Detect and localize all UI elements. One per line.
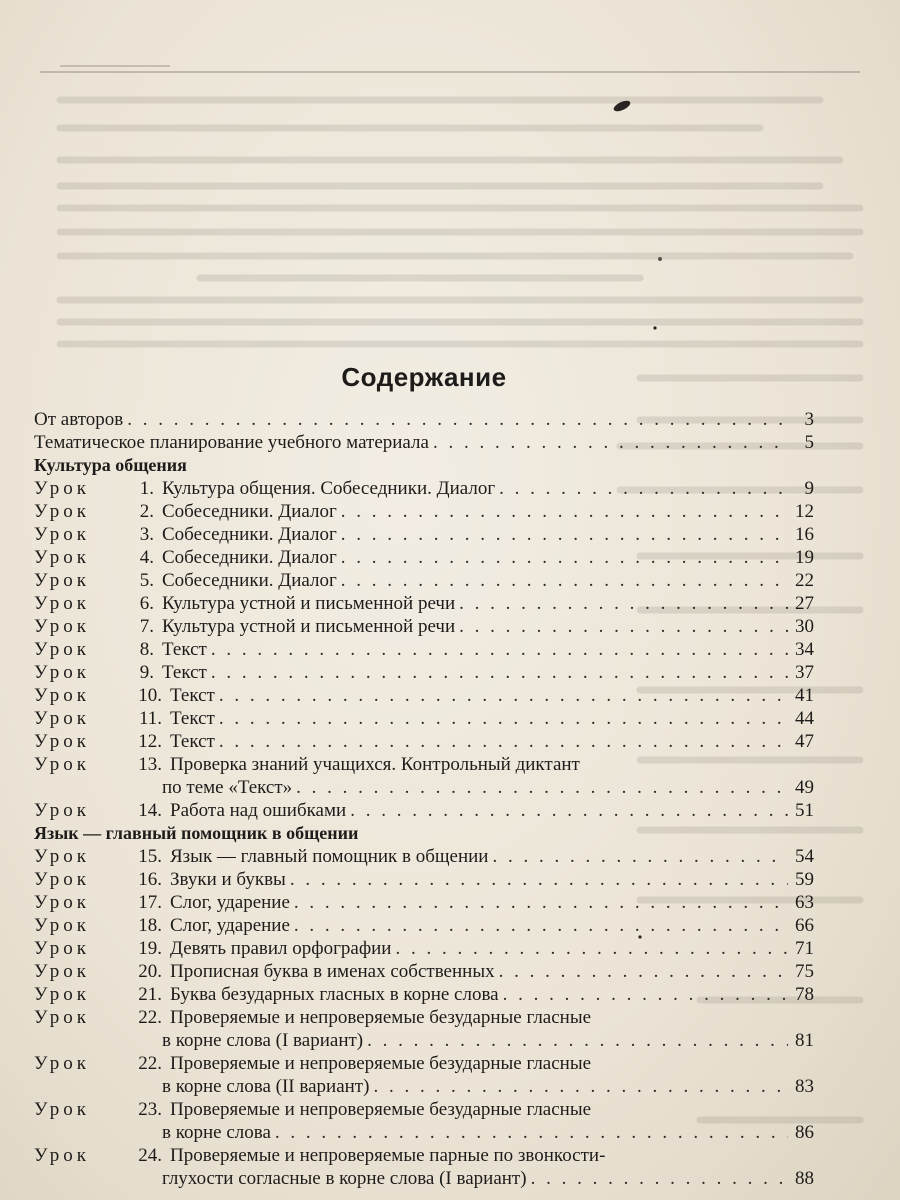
toc-lesson-entry xyxy=(34,1098,814,1144)
toc-lesson-entry xyxy=(34,799,814,822)
lesson-label: Урок xyxy=(34,731,91,752)
toc-entry-line xyxy=(34,661,814,684)
toc-lesson-entry xyxy=(34,730,814,753)
toc-entry-continuation xyxy=(34,1075,814,1098)
toc-entry-page: 49 xyxy=(795,777,814,798)
toc-lesson-entry xyxy=(34,1006,814,1052)
toc-entry-page: 86 xyxy=(795,1122,814,1143)
lesson-label: Урок xyxy=(34,547,91,568)
toc-entry-title: Текст xyxy=(170,731,215,752)
lesson-number: 15. xyxy=(138,846,162,867)
lesson-label: Урок xyxy=(34,501,91,522)
toc-entry-title: Собеседники. Диалог xyxy=(162,524,337,545)
toc-lesson-entry xyxy=(34,914,814,937)
lesson-label: Урок xyxy=(34,1007,91,1028)
toc-entry-page: 5 xyxy=(804,432,814,453)
lesson-label: Урок xyxy=(34,754,91,775)
toc-lesson-entry xyxy=(34,638,814,661)
toc-lesson-entry xyxy=(34,868,814,891)
lesson-number: 16. xyxy=(138,869,162,890)
dot-leader xyxy=(290,868,788,891)
dot-leader xyxy=(373,1075,788,1098)
lesson-number: 9. xyxy=(139,662,154,683)
toc-entry-title: Собеседники. Диалог xyxy=(162,570,337,591)
toc-entry-page: 71 xyxy=(795,938,814,959)
toc-entry-line xyxy=(34,868,814,891)
page-title: Содержание xyxy=(341,362,507,392)
toc-lesson-entry xyxy=(34,937,814,960)
dot-leader xyxy=(531,1167,788,1190)
table-of-contents xyxy=(34,360,814,1190)
lesson-number: 17. xyxy=(138,892,162,913)
toc-lesson-entry xyxy=(34,983,814,1006)
lesson-number: 12. xyxy=(138,731,162,752)
section-heading: Культура общения xyxy=(34,455,187,475)
toc-entry-line xyxy=(34,477,814,500)
toc-entry-line xyxy=(34,983,814,1006)
toc-entry-title: в корне слова (I вариант) xyxy=(162,1030,364,1051)
toc-entry-title: Проверяемые и непроверяемые безударные гласные xyxy=(170,1007,592,1028)
toc-entry-page: 78 xyxy=(795,984,814,1005)
dot-leader xyxy=(499,477,788,500)
toc-entry-page: 37 xyxy=(795,662,814,683)
toc-entry-line xyxy=(34,615,814,638)
toc-entry-title: по теме «Текст» xyxy=(162,777,293,798)
toc-entry-continuation xyxy=(34,1121,814,1144)
toc-lesson-entry xyxy=(34,592,814,615)
toc-entry-line xyxy=(34,1052,814,1075)
toc-entry-page: 83 xyxy=(795,1076,814,1097)
dot-leader xyxy=(219,684,788,707)
toc-entry-line xyxy=(34,546,814,569)
toc-entry-page: 47 xyxy=(795,731,814,752)
dot-leader xyxy=(275,1121,788,1144)
toc-lesson-entry xyxy=(34,500,814,523)
toc-entry-line xyxy=(34,960,814,983)
toc-entry-title: Текст xyxy=(162,662,207,683)
dot-leader xyxy=(296,776,788,799)
lesson-label: Урок xyxy=(34,662,91,683)
toc-entry-line xyxy=(34,1144,814,1167)
toc-entry-continuation xyxy=(34,1029,814,1052)
lesson-number: 10. xyxy=(138,685,162,706)
toc-entry-continuation xyxy=(34,1167,814,1190)
toc-entry-line xyxy=(34,1098,814,1121)
lesson-label: Урок xyxy=(34,869,91,890)
toc-lesson-entry xyxy=(34,891,814,914)
toc-entry-page: 44 xyxy=(795,708,814,729)
toc-entry-page: 66 xyxy=(795,915,814,936)
toc-entry-page: 75 xyxy=(795,961,814,982)
toc-entry-line xyxy=(34,684,814,707)
toc-entry-title: Культура устной и письменной речи xyxy=(162,616,456,637)
lesson-label: Урок xyxy=(34,478,91,499)
toc-entry-page: 51 xyxy=(795,800,814,821)
toc-entry-line xyxy=(34,914,814,937)
lesson-number: 22. xyxy=(138,1007,162,1028)
toc-entry-line xyxy=(34,707,814,730)
toc-lesson-entry xyxy=(34,845,814,868)
toc-entry-page: 30 xyxy=(795,616,814,637)
toc-entry-continuation xyxy=(34,776,814,799)
lesson-number: 3. xyxy=(139,524,154,545)
lesson-number: 23. xyxy=(138,1099,162,1120)
dot-leader xyxy=(294,914,788,937)
toc-entry-title: в корне слова xyxy=(162,1122,271,1143)
toc-entry-line xyxy=(34,937,814,960)
lesson-number: 14. xyxy=(138,800,162,821)
lesson-label: Урок xyxy=(34,961,91,982)
toc-entry-line xyxy=(34,799,814,822)
lesson-label: Урок xyxy=(34,524,91,545)
toc-entry-title: Проверяемые и непроверяемые парные по звонкости- xyxy=(170,1145,606,1166)
lesson-label: Урок xyxy=(34,639,91,660)
dot-leader xyxy=(219,707,788,730)
toc-entry-title: Текст xyxy=(162,639,207,660)
toc-entry-line xyxy=(34,891,814,914)
dot-leader xyxy=(127,408,788,431)
toc-entry-title: От авторов xyxy=(34,409,124,430)
lesson-label: Урок xyxy=(34,800,91,821)
lesson-label: Урок xyxy=(34,1053,91,1074)
toc-entry-title: глухости согласные в корне слова (I вариант) xyxy=(162,1168,527,1189)
toc-entry-line xyxy=(34,1006,814,1029)
lesson-label: Урок xyxy=(34,892,91,913)
toc-lesson-entry xyxy=(34,1144,814,1190)
dot-leader xyxy=(219,730,788,753)
lesson-number: 18. xyxy=(138,915,162,936)
toc-entry-page: 34 xyxy=(795,639,814,660)
toc-entry-line xyxy=(34,638,814,661)
dot-leader xyxy=(294,891,788,914)
toc-entry-page: 88 xyxy=(795,1168,814,1189)
dot-leader xyxy=(492,845,788,868)
toc-lesson-entry xyxy=(34,707,814,730)
toc-entry-title: Текст xyxy=(170,685,215,706)
toc-entry-page: 27 xyxy=(795,593,814,614)
lesson-number: 24. xyxy=(138,1145,162,1166)
toc-entry-line xyxy=(34,592,814,615)
toc-lesson-entry xyxy=(34,960,814,983)
toc-entry-title: Язык — главный помощник в общении xyxy=(170,846,489,867)
toc-intro-entry xyxy=(34,431,814,454)
lesson-label: Урок xyxy=(34,846,91,867)
toc-entry-title: Текст xyxy=(170,708,215,729)
lesson-number: 8. xyxy=(139,639,154,660)
toc-lesson-entry xyxy=(34,753,814,799)
lesson-label: Урок xyxy=(34,570,91,591)
lesson-number: 20. xyxy=(138,961,162,982)
lesson-label: Урок xyxy=(34,685,91,706)
dot-leader xyxy=(341,546,788,569)
toc-entry-title: Слог, ударение xyxy=(170,892,290,913)
toc-entry-line xyxy=(34,523,814,546)
lesson-label: Урок xyxy=(34,708,91,729)
dot-leader xyxy=(341,523,788,546)
dot-leader xyxy=(459,592,788,615)
toc-intro-entry xyxy=(34,408,814,431)
toc-entry-page: 59 xyxy=(795,869,814,890)
lesson-number: 11. xyxy=(138,708,162,729)
toc-entry-title: в корне слова (II вариант) xyxy=(162,1076,370,1097)
toc-entry-title: Слог, ударение xyxy=(170,915,290,936)
toc-entry-title: Прописная буква в именах собственных xyxy=(170,961,495,982)
lesson-label: Урок xyxy=(34,593,91,614)
lesson-label: Урок xyxy=(34,1145,91,1166)
toc-lesson-entry xyxy=(34,477,814,500)
dot-leader xyxy=(395,937,788,960)
toc-entry-page: 12 xyxy=(795,501,814,522)
lesson-number: 22. xyxy=(138,1053,162,1074)
dot-leader xyxy=(341,500,788,523)
dot-leader xyxy=(350,799,788,822)
dot-leader xyxy=(459,615,788,638)
lesson-number: 4. xyxy=(139,547,154,568)
lesson-number: 2. xyxy=(139,501,154,522)
toc-lesson-entry xyxy=(34,615,814,638)
toc-entry-title: Звуки и буквы xyxy=(170,869,286,890)
toc-entry-page: 81 xyxy=(795,1030,814,1051)
dot-leader xyxy=(341,569,788,592)
toc-entry-line xyxy=(34,500,814,523)
toc-entry-title: Культура общения. Собеседники. Диалог xyxy=(162,478,496,499)
toc-entry-page: 3 xyxy=(804,409,814,430)
toc-entry-page: 22 xyxy=(795,570,814,591)
toc-entry-page: 19 xyxy=(795,547,814,568)
lesson-number: 13. xyxy=(138,754,162,775)
toc-entry-title: Собеседники. Диалог xyxy=(162,501,337,522)
lesson-label: Урок xyxy=(34,938,91,959)
toc-entry-title: Проверяемые и непроверяемые безударные гласные xyxy=(170,1053,592,1074)
toc-entry-title: Собеседники. Диалог xyxy=(162,547,337,568)
toc-entry-line xyxy=(34,753,814,776)
lesson-number: 19. xyxy=(138,938,162,959)
lesson-number: 21. xyxy=(138,984,162,1005)
toc-lesson-entry xyxy=(34,661,814,684)
toc-lesson-entry xyxy=(34,546,814,569)
lesson-label: Урок xyxy=(34,984,91,1005)
toc-lesson-entry xyxy=(34,569,814,592)
lesson-number: 7. xyxy=(139,616,154,637)
lesson-number: 1. xyxy=(139,478,154,499)
toc-lesson-entry xyxy=(34,1052,814,1098)
toc-entry-title: Проверяемые и непроверяемые безударные гласные xyxy=(170,1099,592,1120)
dot-leader xyxy=(367,1029,788,1052)
dot-leader xyxy=(211,661,788,684)
toc-entry-line xyxy=(34,730,814,753)
lesson-label: Урок xyxy=(34,616,91,637)
toc-entry-line xyxy=(34,569,814,592)
toc-entry-page: 54 xyxy=(795,846,814,867)
toc-entry-line xyxy=(34,845,814,868)
toc-lesson-entry xyxy=(34,523,814,546)
lesson-label: Урок xyxy=(34,915,91,936)
toc-entry-title: Девять правил орфографии xyxy=(170,938,392,959)
toc-entry-page: 63 xyxy=(795,892,814,913)
toc-lesson-entry xyxy=(34,684,814,707)
toc-entry-page: 9 xyxy=(804,478,814,499)
toc-entry-title: Буква безударных гласных в корне слова xyxy=(170,984,499,1005)
toc-entry-page: 41 xyxy=(795,685,814,706)
section-heading: Язык — главный помощник в общении xyxy=(34,823,359,843)
dot-leader xyxy=(211,638,788,661)
lesson-number: 6. xyxy=(139,593,154,614)
dot-leader xyxy=(499,960,788,983)
lesson-number: 5. xyxy=(139,570,154,591)
lesson-label: Урок xyxy=(34,1099,91,1120)
dot-leader xyxy=(503,983,788,1006)
toc-entry-title: Тематическое планирование учебного материала xyxy=(34,432,429,453)
toc-entry-page: 16 xyxy=(795,524,814,545)
toc-sections xyxy=(34,454,814,1190)
toc-entry-title: Проверка знаний учащихся. Контрольный диктант xyxy=(170,754,580,775)
toc-entry-title: Культура устной и письменной речи xyxy=(162,593,456,614)
toc-entry-title: Работа над ошибками xyxy=(170,800,347,821)
dot-leader xyxy=(433,431,788,454)
